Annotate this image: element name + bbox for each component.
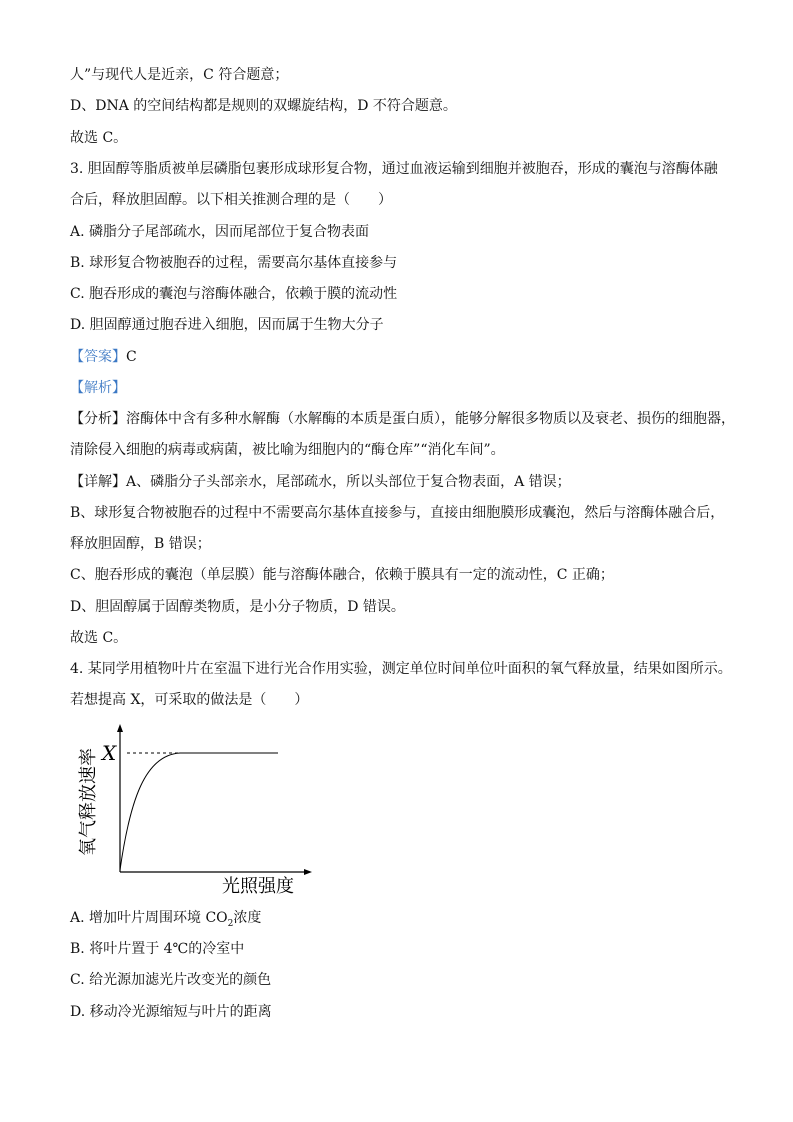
text-line: D、胆固醇属于固醇类物质，是小分子物质，D 错误。 (70, 599, 405, 615)
text-line: 故选 C。 (70, 130, 128, 146)
text-line: 人”与现代人是近亲，C 符合题意； (70, 67, 289, 83)
analysis-label: 【解析】 (70, 380, 126, 396)
text-line: 清除侵入细胞的病毒或病菌，被比喻为细胞内的“酶仓库”“消化车间”。 (70, 442, 505, 458)
q4-option-c: C. 给光源加滤光片改变光的颜色 (70, 972, 272, 988)
q4-option-b: B. 将叶片置于 4℃的冷室中 (70, 941, 245, 957)
question-3: 3. 胆固醇等脂质被单层磷脂包裹形成球形复合物，通过血液运输到细胞并被胞吞，形成的囊泡与溶酶体融 (70, 161, 718, 177)
y-axis-label: 氧气释放速率 (78, 748, 99, 856)
q4-option-a: A. 增加叶片周围环境 $CO_2$浓度 (70, 910, 262, 929)
analysis-line (70, 410, 735, 428)
text-line: 合后，释放胆固醇。以下相关推测合理的是（ ） (70, 192, 392, 208)
analysis-sub-label: 【分析】 (70, 411, 126, 427)
text-line: 故选 C。 (70, 630, 128, 646)
response-curve (120, 753, 278, 870)
analysis-text: 溶酶体中含有多种水解酶（水解酶的本质是蛋白质），能够分解很多物质以及衰老、损伤的细胞器， (126, 411, 735, 427)
text-line: C、胞吞形成的囊泡（单层膜）能与溶酶体融合，依赖于膜具有一定的流动性，C 正确； (70, 567, 614, 583)
answer-value: C (126, 349, 137, 365)
x-axis-label: 光照强度 (222, 876, 294, 897)
detail-label: 【详解】 (70, 474, 126, 490)
text-line: D、DNA 的空间结构都是规则的双螺旋结构，D 不符合题意。 (70, 98, 457, 114)
option-b: B. 球形复合物被胞吞的过程，需要高尔基体直接参与 (70, 255, 398, 271)
option-a: A. 磷脂分子尾部疏水，因而尾部位于复合物表面 (70, 224, 370, 240)
answer-line (70, 348, 137, 366)
x-max-label: X (102, 741, 117, 765)
detail-text: A、磷脂分子头部亲水，尾部疏水，所以头部位于复合物表面，A 错误； (126, 474, 571, 490)
detail-line (70, 473, 571, 491)
y-axis-arrow (117, 724, 123, 732)
option-d: D. 胆固醇通过胞吞进入细胞，因而属于生物大分子 (70, 317, 384, 333)
text-line: 释放胆固醇，B 错误； (70, 536, 211, 552)
option-c: C. 胞吞形成的囊泡与溶酶体融合，依赖于膜的流动性 (70, 286, 398, 302)
x-axis-arrow (304, 869, 312, 875)
text-line: 若想提高 X，可采取的做法是（ ） (70, 692, 309, 708)
q4-option-d: D. 移动冷光源缩短与叶片的距离 (70, 1004, 272, 1020)
text-line: B、球形复合物被胞吞的过程中不需要高尔基体直接参与，直接由细胞膜形成囊泡，然后与溶酶体融合后， (70, 505, 725, 521)
light-response-figure (60, 720, 320, 900)
question-4: 4. 某同学用植物叶片在室温下进行光合作用实验，测定单位时间单位叶面积的氧气释放量，结果如图所示。 (70, 661, 732, 677)
answer-label: 【答案】 (70, 349, 126, 365)
